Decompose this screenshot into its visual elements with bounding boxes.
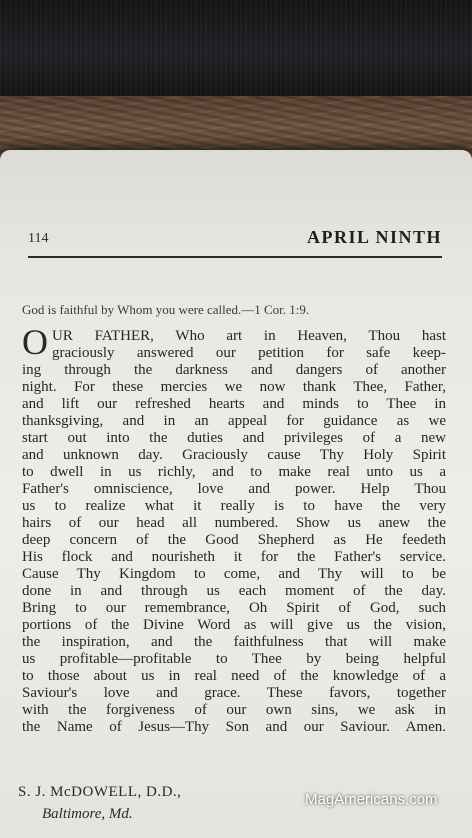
- prayer-line: Bring to our remembrance, Oh Spirit of God, such: [22, 600, 446, 616]
- page-title: APRIL NINTH: [306, 227, 442, 247]
- drop-cap-letter: O: [22, 322, 48, 362]
- prayer-line: to those about us in real need of the knowledge of a: [22, 668, 446, 684]
- prayer-line: and lift our refreshed hearts and minds to Thee in: [22, 396, 446, 412]
- prayer-line: His flock and nourisheth it for the Father's service.: [22, 549, 446, 565]
- prayer-line: start out into the duties and privileges of a new: [22, 430, 446, 446]
- prayer-line: Father's omniscience, love and power. Help Thou: [22, 481, 446, 497]
- prayer-line: night. For these mercies we now thank Thee, Father,: [22, 379, 446, 395]
- prayer-line: Saviour's love and grace. These favors, together: [22, 685, 446, 701]
- prayer-line: thanksgiving, and in an appeal for guidance as we: [22, 413, 446, 429]
- header-rule: [28, 256, 442, 258]
- author-name: S. J. McDOWELL, D.D.,: [18, 784, 182, 800]
- prayer-line: the Name of Jesus—Thy Son and our Saviour. Amen.: [22, 719, 446, 735]
- scripture-verse: God is faithful by Whom you were called.—1 Cor. 1:9.: [22, 302, 310, 317]
- prayer-line: UR FATHER, Who art in Heaven, Thou hast: [52, 328, 446, 344]
- author-location: Baltimore, Md.: [42, 806, 133, 822]
- prayer-line: Cause Thy Kingdom to come, and Thy will to be: [22, 566, 446, 582]
- prayer-line: portions of the Divine Word as will give us the vision,: [22, 617, 446, 633]
- prayer-line: us to realize what it really is to have the very: [22, 498, 446, 514]
- prayer-line: ing through the darkness and dangers of another: [22, 362, 446, 378]
- prayer-line: to dwell in us richly, and to make real unto us a: [22, 464, 446, 480]
- prayer-line: and unknown day. Graciously cause Thy Holy Spirit: [22, 447, 446, 463]
- prayer-line: done in and through us each moment of the day.: [22, 583, 446, 599]
- prayer-line: with the forgiveness of our own sins, we ask in: [22, 702, 446, 718]
- prayer-line: graciously answered our petition for safe keep-: [52, 345, 446, 361]
- prayer-line: us profitable—profitable to Thee by being helpful: [22, 651, 446, 667]
- page-header: [28, 227, 442, 251]
- prayer-line: the inspiration, and the faithfulness that will make: [22, 634, 446, 650]
- page-number: 114: [28, 231, 49, 246]
- prayer-line: hairs of our head all numbered. Show us anew the: [22, 515, 446, 531]
- watermark-text: MagAmericans.com: [305, 791, 438, 808]
- prayer-line: deep concern of the Good Shepherd as He feedeth: [22, 532, 446, 548]
- dark-cloth-background: [0, 0, 472, 100]
- book-page: [0, 150, 472, 838]
